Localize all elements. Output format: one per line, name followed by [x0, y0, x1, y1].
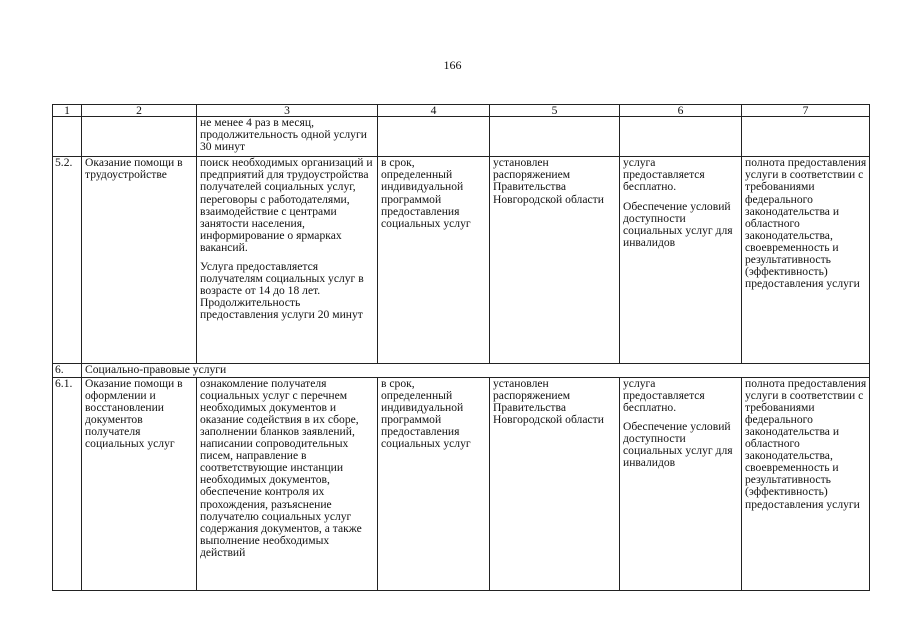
column-number: 3: [197, 105, 378, 117]
row-number: 5.2.: [53, 157, 82, 363]
conditions-cell: [620, 157, 742, 363]
column-number: 2: [82, 105, 197, 117]
table-cell: [620, 117, 742, 157]
basis-cell: установлен распоряжением Правительства Новгородской области: [490, 377, 620, 590]
conditions-paragraph: услуга предоставляется бесплатно.: [623, 377, 705, 414]
service-content-cell: [197, 157, 378, 363]
service-name-cell: Оказание помощи в оформлении и восстановлении документов получателя социальных услуг: [82, 377, 197, 590]
table-cell: [490, 117, 620, 157]
page-number: 166: [443, 58, 462, 72]
column-number: 6: [620, 105, 742, 117]
column-number: 5: [490, 105, 620, 117]
service-content-cell: не менее 4 раз в месяц, продолжительность одной услуги 30 минут: [197, 117, 378, 157]
conditions-cell: [620, 377, 742, 590]
conditions-paragraph: Обеспечение условий доступности социальных услуг для инвалидов: [623, 419, 733, 470]
section-title: Социально-правовые услуги: [82, 363, 870, 377]
table-cell: [742, 117, 870, 157]
quality-cell: полнота предоставления услуги в соответствии с требованиями федерального законодательства и областного законодательства, своевременность и результативность (эффективность) предоставления услуги: [742, 157, 870, 363]
conditions-paragraph: Обеспечение условий доступности социальных услуг для инвалидов: [623, 199, 733, 249]
table-cell: [378, 117, 490, 157]
term-cell: в срок, определенный индивидуальной программой предоставления социальных услуг: [378, 377, 490, 590]
column-number-row: [53, 105, 870, 117]
quality-cell: полнота предоставления услуги в соответствии с требованиями федерального законодательства и областного законодательства, своевременность и результативность (эффективность) предоставления услуги: [742, 377, 870, 590]
table-row: [53, 117, 870, 157]
conditions-paragraph: услуга предоставляется бесплатно.: [623, 156, 705, 194]
table-row: [53, 377, 870, 590]
table-cell: [53, 117, 82, 157]
services-table: [52, 104, 870, 591]
column-number: 7: [742, 105, 870, 117]
column-number: 1: [53, 105, 82, 117]
section-number: 6.: [53, 363, 82, 377]
basis-cell: установлен распоряжением Правительства Новгородской области: [490, 157, 620, 363]
service-content-cell: ознакомление получателя социальных услуг с перечнем необходимых документов и оказание содействия в их сборе, заполнении бланков заявлений, написании сопроводительных писем, направление в соответствующие инстанции необходимых документов, обеспечение контроля их прохождения, разъяснение получателю социальных услуг содержания документов, а также выполнение необходимых действий: [197, 377, 378, 590]
column-number: 4: [378, 105, 490, 117]
table-row: [53, 157, 870, 363]
section-row: [53, 363, 870, 377]
row-number: 6.1.: [53, 377, 82, 590]
term-cell: в срок, определенный индивидуальной программой предоставления социальных услуг: [378, 157, 490, 363]
table-cell: [82, 117, 197, 157]
content-paragraph: Услуга предоставляется получателям социальных услуг в возрасте от 14 до 18 лет. Продолжительность предоставления услуги 20 минут: [200, 260, 364, 322]
service-name-cell: Оказание помощи в трудоустройстве: [82, 157, 197, 363]
content-paragraph: поиск необходимых организаций и предприятий для трудоустройства получателей социальных услуг, переговоры с работодателями, взаимодействие с центрами занятости населения, информирование о ярмарках вакансий.: [200, 156, 373, 254]
